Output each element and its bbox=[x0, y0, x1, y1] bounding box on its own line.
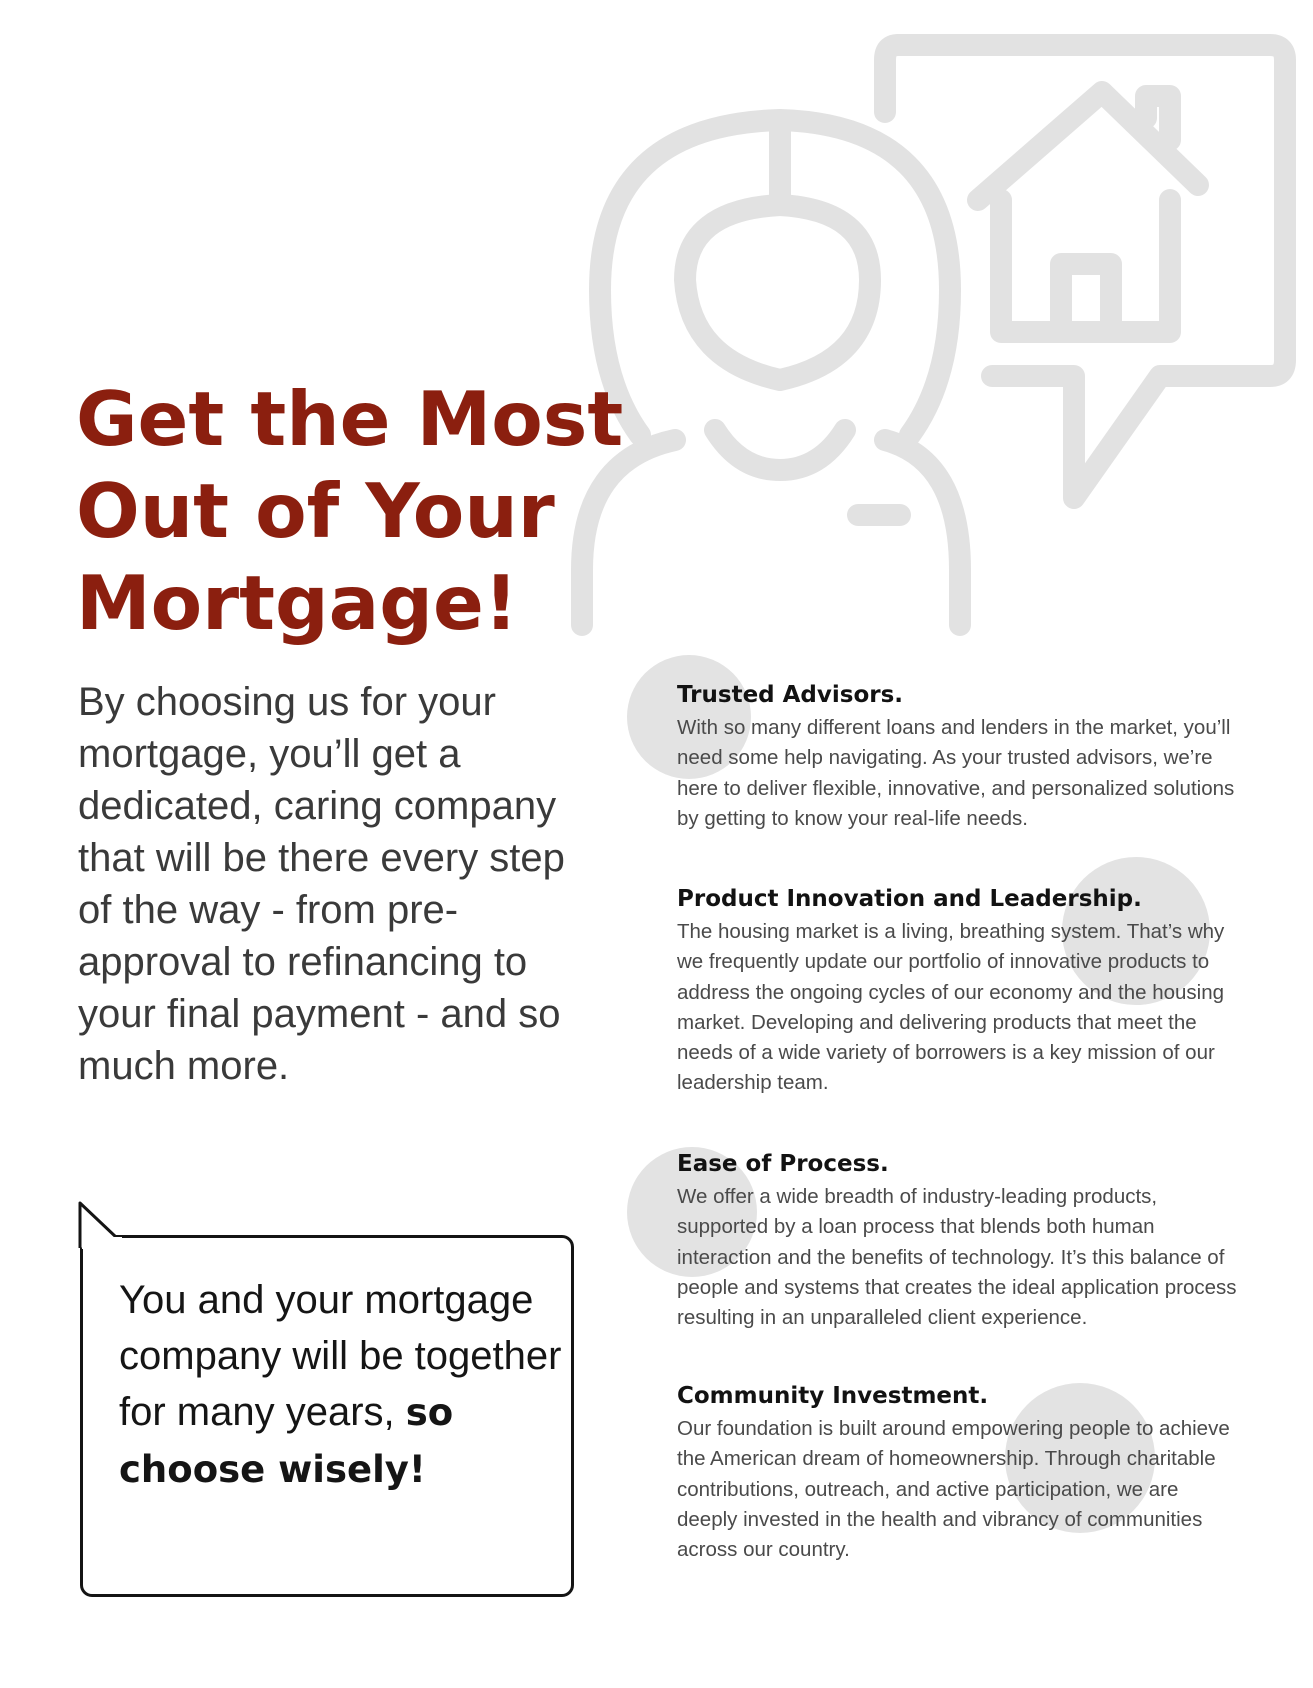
feature-title: Community Investment. bbox=[677, 1383, 989, 1409]
feature-body: We offer a wide breadth of industry-leading products, supported by a loan process that blends both human interaction and the benefits of technology. It’s this balance of people and systems that creates the ideal application process resulting in an unparalleled client experience. bbox=[677, 1185, 1237, 1330]
headline-line-1: Get the Most bbox=[76, 375, 624, 463]
feature-body: The housing market is a living, breathing system. That’s why we frequently update our portfolio of innovative products to address the ongoing cycles of our economy and the housing market. Developing and delivering products that meet the needs of a wide variety of borrowers is a key mission of our leadership team. bbox=[677, 920, 1225, 1095]
feature-title: Product Innovation and Leadership. bbox=[677, 886, 1142, 912]
feature-product-innovation bbox=[677, 885, 1237, 1099]
page-headline bbox=[76, 373, 636, 649]
speech-bubble-tail-icon bbox=[77, 1200, 137, 1250]
headline-line-3: Mortgage! bbox=[76, 559, 519, 647]
feature-trusted-advisors bbox=[677, 681, 1237, 834]
feature-title: Ease of Process. bbox=[677, 1151, 889, 1177]
intro-paragraph: By choosing us for your mortgage, you’ll get a dedicated, caring company that will be there every step of the way - from pre-approval to refinancing to your final payment - and so much more. bbox=[78, 680, 565, 1088]
feature-body: Our foundation is built around empowering people to achieve the American dream of homeownership. Through charitable contributions, outreach, and active participation, we are deeply invested in the health and vibrancy of communities across our country. bbox=[677, 1417, 1230, 1562]
feature-community-investment bbox=[677, 1382, 1237, 1565]
feature-body: With so many different loans and lenders in the market, you’ll need some help navigating. As your trusted advisors, we’re here to deliver flexible, innovative, and personalized solutions by getting to know your real-life needs. bbox=[677, 716, 1235, 830]
quote-bold: so choose wisely! bbox=[119, 1391, 454, 1491]
feature-title: Trusted Advisors. bbox=[677, 682, 904, 708]
feature-ease-of-process bbox=[677, 1150, 1237, 1333]
quote-text bbox=[119, 1272, 569, 1498]
headline-line-2: Out of Your bbox=[76, 467, 555, 555]
quote-regular: You and your mortgage company will be together for many years, bbox=[119, 1278, 562, 1434]
